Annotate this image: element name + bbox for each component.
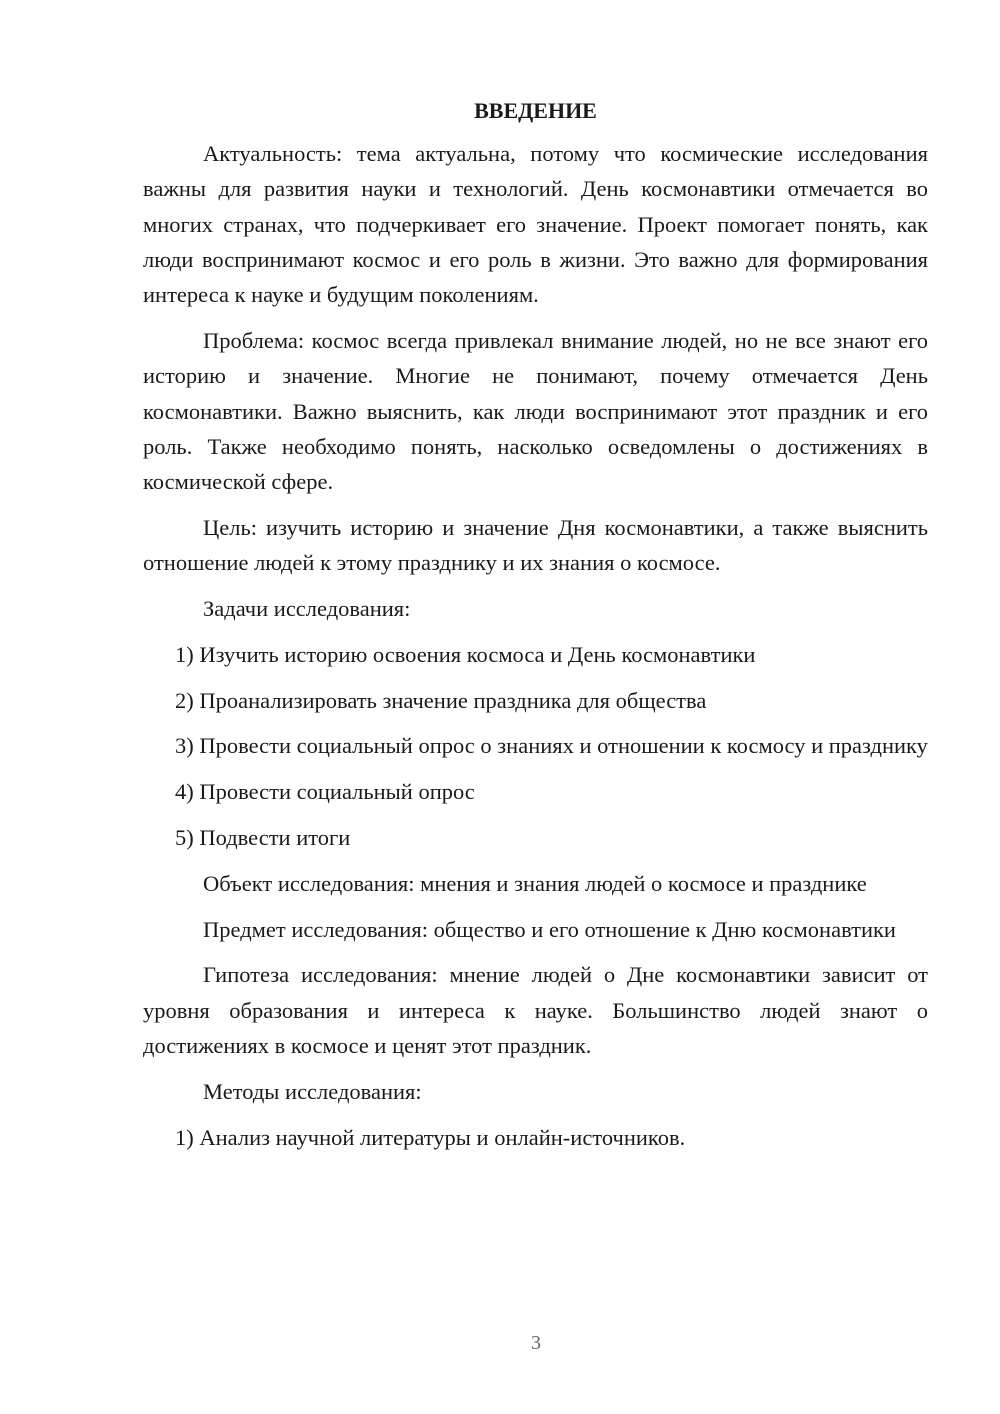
hypothesis-paragraph: Гипотеза исследования: мнение людей о Дне космонавтики зависит от уровня образования и интереса к науке. Большинство людей знают о достижениях в космосе и ценят этот праздник. xyxy=(143,962,928,1059)
page-number: 3 xyxy=(531,1332,541,1354)
tasks-label: Задачи исследования: xyxy=(203,596,411,622)
document-page xyxy=(143,96,928,1165)
methods-label: Методы исследования: xyxy=(203,1078,422,1104)
method-item-1: 1) Анализ научной литературы и онлайн-источников. xyxy=(175,1124,686,1150)
task-item-2: 2) Проанализировать значение праздника для общества xyxy=(175,687,707,713)
goal-paragraph: Цель: изучить историю и значение Дня космонавтики, а также выяснить отношение людей к этому празднику и их знания о космосе. xyxy=(143,514,928,576)
task-item-4: 4) Провести социальный опрос xyxy=(175,779,475,805)
task-item-1: 1) Изучить историю освоения космоса и День космонавтики xyxy=(175,641,756,667)
task-item-5: 5) Подвести итоги xyxy=(175,825,351,851)
subject-paragraph: Предмет исследования: общество и его отношение к Дню космонавтики xyxy=(203,916,896,942)
object-paragraph: Объект исследования: мнения и знания людей о космосе и празднике xyxy=(203,870,867,896)
task-item-3: 3) Провести социальный опрос о знаниях и отношении к космосу и празднику xyxy=(175,733,928,759)
relevance-paragraph: Актуальность: тема актуальна, потому что космические исследования важны для развития науки и технологий. День космонавтики отмечается во многих странах, что подчеркивает его значение. Проект помогает понять, как люди воспринимают космос и его роль в жизни. Это важно для формирования интереса к науке и будущим поколениям. xyxy=(143,141,928,308)
section-heading: ВВЕДЕНИЕ xyxy=(474,98,597,123)
problem-paragraph: Проблема: космос всегда привлекал внимание людей, но не все знают его историю и значение. Многие не понимают, почему отмечается День космонавтики. Важно выяснить, как люди воспринимают этот праздник и его роль. Также необходимо понять, насколько осведомлены о достижениях в космической сфере. xyxy=(143,327,928,495)
